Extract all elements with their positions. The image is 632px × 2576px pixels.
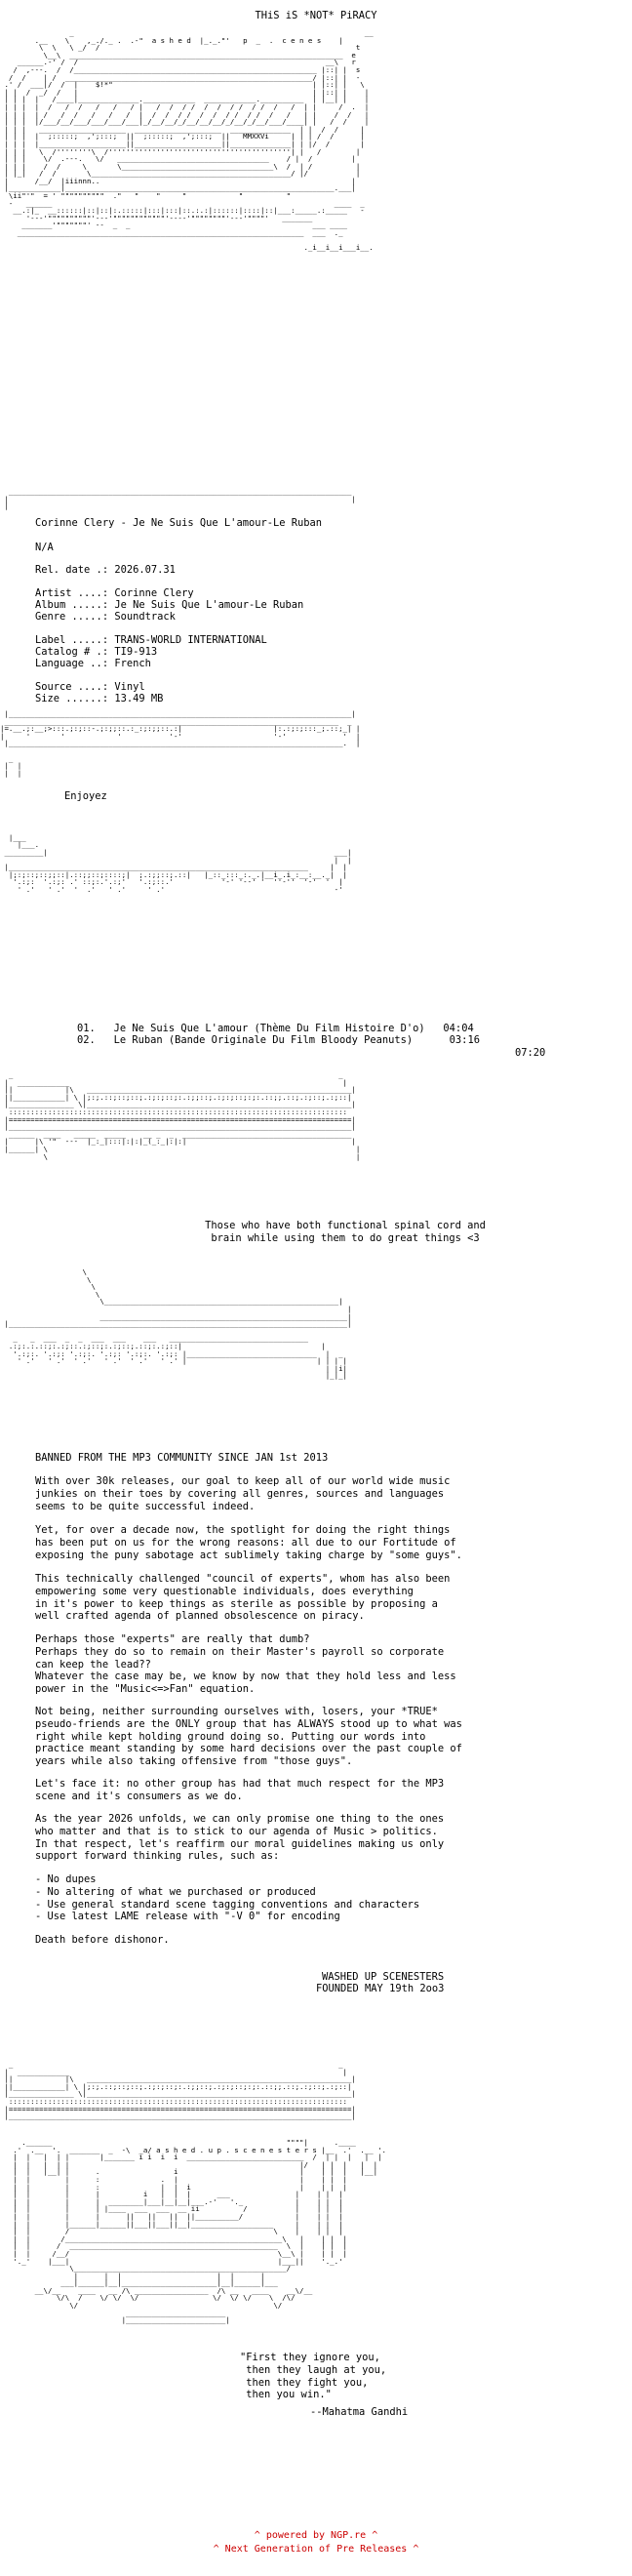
manifesto-paragraph: Perhaps those "experts" are really that dumb? Perhaps they do so to remain on their Master's payroll so corporate can keep the lead?? Whatever the case may be, we know by now that they hold less and less power in the "Music<=>Fan" equation. [35, 1633, 456, 1696]
manifesto-rules-list: - No dupes - No altering of what we purchased or produced - Use general standard scene tagging conventions and characters - Use latest LAME release with "-V 0" for encoding [35, 1873, 420, 1923]
release-catalog: Catalog # .: TI9-913 [35, 646, 158, 658]
release-size: Size ......: 13.49 MB [35, 693, 164, 704]
total-time: 07:20 [515, 1047, 546, 1059]
release-date: Rel. date .: 2026.07.31 [35, 564, 176, 576]
release-info-box [0, 488, 632, 710]
track-title: Le Ruban (Bande Originale Du Film Bloody Peanuts) [113, 1033, 414, 1046]
quote-box-text: Those who have both functional spinal cord and brain while using them to do great things <3 [205, 1220, 486, 1244]
header-title: THiS iS *NOT* PiRACY [255, 10, 377, 21]
signature-line-1: WASHED UP SCENESTERS [322, 1971, 445, 1983]
top-logo-art: _ __ .__ \ ,_./._ . .-" a s h e d |_._."' p _ . c e n e s | \ \ \ _/ / t \__\ _______________________________________________________________ e ______.-' / / __\ r / ,---. / /________________________________________________________ |::| | s / / | / _________________________________________________________/ |::| | - .' / ___|/ / | $!*" | |::| | \ | | / _/ / | | |::| | | | | | | /____|______________.____________ ____________.__________ | |__| | | | | | | / / / / / / | / / / / / / / / / / / / | | / . | | | | | / / / / / / | / / / / / / / / / / / / | | / / | | | | |/___/__/___/___/___/___|_/__/__/_/__/__/__/_/__/_/__/___/____| | / / | | | | ____________________ ____________________ ______________ | | / / | | | | | ;:::::; ,';:::; || ;:::::; ,';:::; || MMXXVi | | | / / | | | | |____________________||____________________||______________| | |/ / | | | | \ /''''''''\ /''''''''''''''''''''''''''''''''''''''''''| | / | | | | \/ .---. \/ ___________________________________ / | / | | | | / / \ \___________________________________\ / | / | | |_| / / \______________________________________________/ |/ | | /__/ |iiinnn.. | |____________|______________________________________________________________.___| \ii"'" = ' """""""""" ." " " " " " - ______ ____ _ __.:|_ __::::::|::|::|:.:::::|:::|:::|::.:.:|::::::|::::|::|___:_____.:_____ - '---'""""""""""'---'""""""""""""'----'""""""""'---'""""' _______ _______'"""""""' -- _ _ ___ ____ __________________________________________________________________ ___ ._ ._i__i__i___i__. [4, 29, 374, 253]
manifesto-paragraph: Not being, neither surrounding ourselves with, losers, your *TRUE* pseudo-friends are the ONLY group that has ALWAYS stood up to what was right while kept holding ground doing so. Putting our words into practice meant standing by some hard decisions over the past couple of years while also taking offensive from "those guys". [35, 1706, 462, 1768]
divider-art-2: |___ |___. _________| ___| | | |_____________________________________________________________________ | | |;:;::;::;;::|.::;;::;::::;| ;.:;;::;.::| |_::_:::_:._.|__i_.i_:__:__._| | '.:;: '.:;: .' ::;:.'.:;' '.:;::.' '-' '--' ' ''-'' '-' ' | ' .' ' .' ' .' ' .' ' .' -' [4, 832, 352, 894]
release-genre: Genre .....: Soundtrack [35, 611, 176, 623]
track-time: 04:04 [443, 1022, 474, 1034]
divider-art-3: _ _ | ____________ | || |\ _____________________________________________________________| ||____________| \ |;:;.::;::;::;.:;:;::;:.:;;::;.:;:;::;:;:.::;;.::;.:;::;.:;::| |_______________ \|_____________________________________________________________| :::::::::::::::::::::::::::::::::::::::::::::::::::::::::::::::::::::::::::::: |===============================================================================| |_______________________________________________________________________________| ______ ____ _____ _____ __ _ _ _______________________________________ | |\ '" --- |_:_|:::|:|:|_(_:_|:|:| | |______| \ | \ | [4, 1071, 361, 1161]
track-title: Je Ne Suis Que L'amour (Thème Du Film Histoire D'o) [113, 1022, 425, 1034]
release-album: Album .....: Je Ne Suis Que L'amour-Le Ruban [35, 599, 304, 611]
manifesto-paragraph: As the year 2026 unfolds, we can only promise one thing to the ones who matter and that is to stick to our agenda of Music > politics. In that respect, let's reaffirm our moral guidelines making us only support forward thinking rules, such as: [35, 1813, 445, 1863]
manifesto-paragraph: Let's face it: no other group has had that much respect for the MP3 scene and it's consumers as we do. [35, 1778, 445, 1802]
manifesto-paragraph: With over 30k releases, our goal to keep all of our world wide music junkies on their toes by covering all genres, sources and languages seems to be quite successful indeed. [35, 1475, 451, 1512]
quote-author: --Mahatma Gandhi [310, 2406, 409, 2418]
enjoy-text: Enjoyez [64, 790, 107, 802]
track-number: 02. [77, 1033, 96, 1046]
release-na: N/A [35, 542, 54, 553]
final-quote: "First they ignore you, then they laugh at you, then they fight you, then you win." [240, 2352, 387, 2401]
manifesto-paragraph: Yet, for over a decade now, the spotlight for doing the right things has been put on us for the wrong reasons: all due to our Fortitude of exposing the puny sabotage act sublimely taking charge by "some guys". [35, 1524, 462, 1561]
footer-tagline: ^ Next Generation of Pre Releases ^ [213, 2544, 419, 2555]
divider-art-4: \ \ \ \ \______________________________________________________| | _________________________________________________________| |______________________________________________________________________________| _ _ ___ _ _ ___ ___ ___ ________________________________ .:;:.:.::;:.:;::.:;::;:.:;::;.::;:.:;::| | '.:;:. '.:;: '.:;:. '.:;: '.:;:. '.:;: |______________________________ | _ ' .' ' .' ' .' ' .' ' .' ' .' | | | | | | |i| |_|_| [4, 1267, 352, 1381]
release-language: Language ..: French [35, 658, 151, 669]
divider-art-1: |_______________________________________________________________________________| _____________________________________________________________________________ _ |=.__.;:__;>:::.;:;::-.;:;;::.:_:;:;;::.:| |:.:;:;:::_;.::;_| | | ' ' ' '-' '-' ' | |_____________________________________________________________________________. | _ | | | | [0, 710, 361, 778]
divider-art-5: _ _ | ____________ | || |\ _____________________________________________________________| ||____________| \ |;:;.::;::;::;.:;:;::;:.:;;::;.:;:;::;:;:.::;;.::;.:;::;.:;::| |_______________ \|_____________________________________________________________| :::::::::::::::::::::::::::::::::::::::::::::::::::::::::::::::::::::::::::::: |===============================================================================| |_______________________________________________________________________________| [4, 2061, 356, 2121]
manifesto-heading: BANNED FROM THE MP3 COMMUNITY SINCE JAN 1st 2013 [35, 1452, 329, 1464]
release-artist: Artist ....: Corinne Clery [35, 587, 194, 599]
track-time: 03:16 [449, 1033, 480, 1046]
release-source: Source ....: Vinyl [35, 681, 145, 693]
manifesto [0, 1452, 632, 2057]
signature-line-2: FOUNDED MAY 19th 2oo3 [316, 1983, 445, 1994]
footer-powered-by: ^ powered by NGP.re ^ [254, 2530, 378, 2541]
bottom-logo-art: .______ """"| .____ .' .__ '. _______ _ -\ _a/ a s h e d . u p . s c e n e s t e r s |__ .' .__ '. | | | | | |_______ i i i i ___________________________ / | | | | | | | | | | |/ | | | | | | | |__| | . i | | | | |__| | | | : . | | | | | | | | : | | i | | | | | | | | i | | | ___ | | | | | | | | ________|___|__|__|___.-' '._ | | | | | | | | |____ ___ ___ __ ii / | | | | | | | | || || || ||__________/ | | | | | | |______|______||___||___||__|___________________ | | | | | | / \ | | | | | | /__________________________________________________\ | | | | | | / ________________________________________________ \ | | | | | | /__/ \__\ | | | | '._' |___| |___|| '._.' \_________________________________________________/ | | | | | | ___|______|__|______________________|__|______|___ __\/__ ____ __ /\ _________________ /\ __ ____ __\/__ \/\ / \/ \/ \/ \/ \/ \/ \ /\/ \/ \/ _______________________ |_______________________| [13, 2139, 387, 2325]
release-title: Corinne Clery - Je Ne Suis Que L'amour-Le Ruban [35, 517, 323, 529]
track-number: 01. [77, 1022, 96, 1034]
manifesto-motto: Death before dishonor. [35, 1934, 170, 1946]
release-box-top-border: _______________________________________________________________________________ | | | [4, 488, 356, 511]
tracklist [0, 1010, 632, 1068]
release-label: Label .....: TRANS-WORLD INTERNATIONAL [35, 634, 267, 646]
manifesto-paragraph: This technically challenged "council of experts", whom has also been empowering some very questionable individuals, does everything in it's power to keep things as sterile as possible by proposing a well crafted agenda of planned obsolescence on piracy. [35, 1573, 451, 1623]
